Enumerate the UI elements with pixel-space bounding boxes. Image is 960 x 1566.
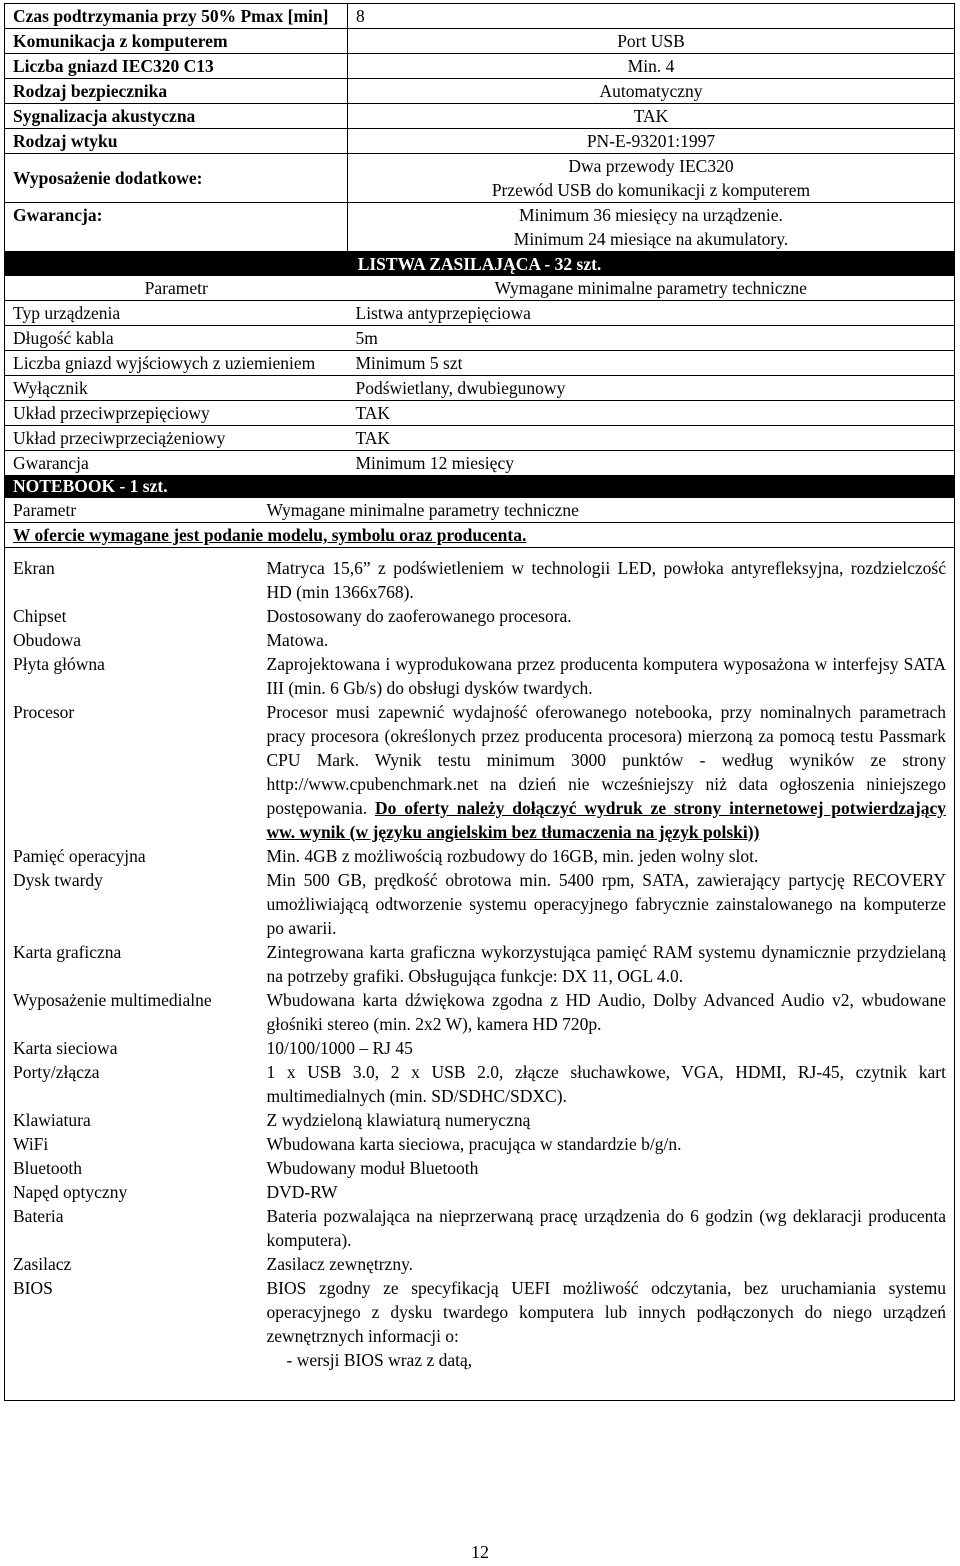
- row-label: WiFi: [13, 1133, 49, 1154]
- notebook-spec-table: [4, 475, 955, 1401]
- row-value: TAK: [348, 426, 955, 451]
- row-value: 8: [348, 4, 955, 29]
- row-label: Typ urządzenia: [5, 301, 348, 326]
- table-row: [5, 844, 955, 868]
- row-value: Wbudowana karta sieciowa, pracująca w standardzie b/g/n.: [266, 1133, 682, 1154]
- spacer: [5, 548, 955, 556]
- table-row: [5, 1252, 955, 1276]
- column-header-row: [5, 276, 955, 301]
- note-row: [5, 523, 955, 548]
- row-value: Min 500 GB, prędkość obrotowa min. 5400 rpm, SATA, zawierający partycję RECOVERY umożliwiającą odtworzenie systemu operacyjnego fabrycznie zainstalowanego na komputerze po awarii.: [266, 869, 946, 938]
- spacer: [267, 1372, 947, 1400]
- table-row: [5, 426, 955, 451]
- row-label: Czas podtrzymania przy 50% Pmax [min]: [5, 4, 348, 29]
- column-header-requirements: Wymagane minimalne parametry techniczne: [259, 498, 955, 523]
- row-value: Wbudowany moduł Bluetooth: [266, 1157, 479, 1178]
- table-row: [5, 988, 955, 1036]
- row-label: Komunikacja z komputerem: [5, 29, 348, 54]
- row-value: 10/100/1000 – RJ 45: [266, 1037, 413, 1058]
- processor-emphasis-text: Do oferty należy dołączyć wydruk ze strony internetowej potwierdzający ww. wynik (w języku angielskim bez tłumaczenia na język polski)): [266, 797, 946, 842]
- row-label: Pamięć operacyjna: [13, 845, 146, 866]
- processor-requirement-text: Procesor musi zapewnić wydajność oferowanego notebooka, przy nominalnych parametrach pracy procesora (określonych przez producenta procesora) mierzoną za pomocą testu Passmark CPU Mark. Wynik testu minimum 3000 punktów - według wyników ze strony http://www.cpubenchmark.net na dzień nie wcześniejszy niż data ogłoszenia niniejszego postępowania.: [266, 701, 946, 818]
- value-line: Przewód USB do komunikacji z komputerem: [491, 180, 811, 200]
- row-value: Matowa.: [266, 629, 329, 650]
- bios-list-item: - wersji BIOS wraz z datą,: [286, 1349, 473, 1370]
- page-number: 12: [471, 1542, 489, 1562]
- section-header: LISTWA ZASILAJĄCA - 32 szt.: [5, 253, 955, 276]
- row-value: Automatyczny: [348, 79, 955, 104]
- row-value: TAK: [348, 104, 955, 129]
- row-value: [348, 203, 955, 252]
- section-header-row: [5, 475, 955, 498]
- row-label: Wyposażenie multimedialne: [13, 989, 212, 1010]
- table-row: [5, 628, 955, 652]
- row-label: Rodzaj bezpiecznika: [5, 79, 348, 104]
- row-value: Minimum 5 szt: [348, 351, 955, 376]
- row-value: 1 x USB 3.0, 2 x USB 2.0, złącze słuchawkowe, VGA, HDMI, RJ-45, czytnik kart multimedialnych (min. SD/SDHC/SDXC).: [266, 1061, 946, 1106]
- row-label: Wyposażenie dodatkowe:: [5, 154, 348, 203]
- row-label: Napęd optyczny: [13, 1181, 128, 1202]
- row-label: Układ przeciwprzepięciowy: [5, 401, 348, 426]
- table-row: [5, 154, 955, 203]
- table-row: [5, 940, 955, 988]
- row-value: Zasilacz zewnętrzny.: [266, 1253, 414, 1274]
- row-label: Bateria: [13, 1205, 64, 1226]
- section-header-row: [5, 253, 955, 276]
- row-value: Dostosowany do zaoferowanego procesora.: [266, 605, 572, 626]
- table-row: [5, 326, 955, 351]
- row-label: Karta sieciowa: [13, 1037, 118, 1058]
- row-label: Gwarancja: [5, 451, 348, 476]
- row-value: Bateria pozwalająca na nieprzerwaną pracę urządzenia do 6 godzin (wg deklaracji producenta komputera).: [266, 1205, 946, 1250]
- column-header-row: [5, 498, 955, 523]
- table-row: [5, 401, 955, 426]
- table-row: [5, 1156, 955, 1180]
- row-label: Chipset: [13, 605, 67, 626]
- bios-requirement-text: BIOS zgodny ze specyfikacją UEFI możliwość odczytania, bez uruchamiania systemu operacyjnego z dysku twardego komputera lub innych podłączonych do niego urządzeń zewnętrznych informacji o:: [266, 1277, 946, 1346]
- row-label: Porty/złącza: [13, 1061, 100, 1082]
- row-label: Karta graficzna: [13, 941, 122, 962]
- row-label: Płyta główna: [13, 653, 105, 674]
- row-label: Liczba gniazd IEC320 C13: [5, 54, 348, 79]
- document-page: [4, 3, 955, 1401]
- value-line: Minimum 36 miesięcy na urządzenie.: [519, 205, 783, 225]
- row-value: Listwa antyprzepięciowa: [348, 301, 955, 326]
- table-row: [5, 4, 955, 29]
- listwa-spec-table: [4, 252, 955, 475]
- row-label: Dysk twardy: [13, 869, 103, 890]
- table-row: [5, 652, 955, 700]
- row-value: Zintegrowana karta graficzna wykorzystująca pamięć RAM systemu dynamicznie przydzielaną na potrzeby grafiki. Obsługująca funkcje: DX 11, OGL 4.0.: [266, 941, 946, 986]
- row-label: Liczba gniazd wyjściowych z uziemieniem: [5, 351, 348, 376]
- row-label: Gwarancja:: [5, 203, 348, 252]
- row-value: [259, 1276, 955, 1401]
- table-row: [5, 376, 955, 401]
- row-label: Rodzaj wtyku: [5, 129, 348, 154]
- table-row: [5, 351, 955, 376]
- row-label: Klawiatura: [13, 1109, 91, 1130]
- value-line: Dwa przewody IEC320: [568, 156, 734, 176]
- column-header-requirements: Wymagane minimalne parametry techniczne: [348, 276, 955, 301]
- table-row: [5, 1036, 955, 1060]
- row-value: [348, 154, 955, 203]
- table-row: [5, 54, 955, 79]
- row-label: Sygnalizacja akustyczna: [5, 104, 348, 129]
- table-row: [5, 301, 955, 326]
- table-row: [5, 79, 955, 104]
- column-header-param: Parametr: [5, 276, 348, 301]
- table-row: [5, 604, 955, 628]
- row-value: Matryca 15,6” z podświetleniem w technologii LED, powłoka antyrefleksyjna, rozdzielczość HD (min 1366x768).: [266, 557, 946, 602]
- value-line: Minimum 24 miesiące na akumulatory.: [513, 229, 789, 249]
- table-row: [5, 451, 955, 476]
- row-label: Ekran: [13, 557, 55, 578]
- table-row: [5, 700, 955, 844]
- row-value: Podświetlany, dwubiegunowy: [348, 376, 955, 401]
- table-row: [5, 203, 955, 252]
- row-value: [259, 700, 955, 844]
- row-label: Obudowa: [13, 629, 82, 650]
- row-value: Wbudowana karta dźwiękowa zgodna z HD Audio, Dolby Advanced Audio v2, wbudowane głośniki stereo (min. 2x2 W), kamera HD 720p.: [266, 989, 946, 1034]
- row-value: Zaprojektowana i wyprodukowana przez producenta komputera wyposażona w interfejsy SATA III (min. 6 Gb/s) do obsługi dysków twardych.: [266, 653, 946, 698]
- row-value: Z wydzieloną klawiaturą numeryczną: [266, 1109, 531, 1130]
- row-label: BIOS: [13, 1277, 53, 1298]
- ups-spec-table: [4, 3, 955, 252]
- table-row: [5, 1276, 955, 1401]
- row-label: Zasilacz: [13, 1253, 72, 1274]
- row-value: Min. 4: [348, 54, 955, 79]
- offer-note: W ofercie wymagane jest podanie modelu, symbolu oraz producenta.: [5, 523, 955, 548]
- table-row: [5, 1060, 955, 1108]
- row-value: TAK: [348, 401, 955, 426]
- table-row: [5, 868, 955, 940]
- section-header: NOTEBOOK - 1 szt.: [5, 475, 955, 498]
- table-row: [5, 1204, 955, 1252]
- table-row: [5, 129, 955, 154]
- table-row: [5, 29, 955, 54]
- row-value: Port USB: [348, 29, 955, 54]
- table-row: [5, 1180, 955, 1204]
- row-label: Wyłącznik: [5, 376, 348, 401]
- table-row: [5, 1132, 955, 1156]
- row-label: Procesor: [13, 701, 75, 722]
- row-value: 5m: [348, 326, 955, 351]
- row-value: DVD-RW: [266, 1181, 338, 1202]
- table-row: [5, 1108, 955, 1132]
- row-label: Długość kabla: [5, 326, 348, 351]
- table-row: [5, 556, 955, 604]
- row-value: PN-E-93201:1997: [348, 129, 955, 154]
- row-label: Układ przeciwprzeciążeniowy: [5, 426, 348, 451]
- column-header-param: Parametr: [5, 498, 259, 523]
- table-row: [5, 104, 955, 129]
- row-value: Minimum 12 miesięcy: [348, 451, 955, 476]
- row-value: Min. 4GB z możliwością rozbudowy do 16GB, min. jeden wolny slot.: [266, 845, 759, 866]
- row-label: Bluetooth: [13, 1157, 83, 1178]
